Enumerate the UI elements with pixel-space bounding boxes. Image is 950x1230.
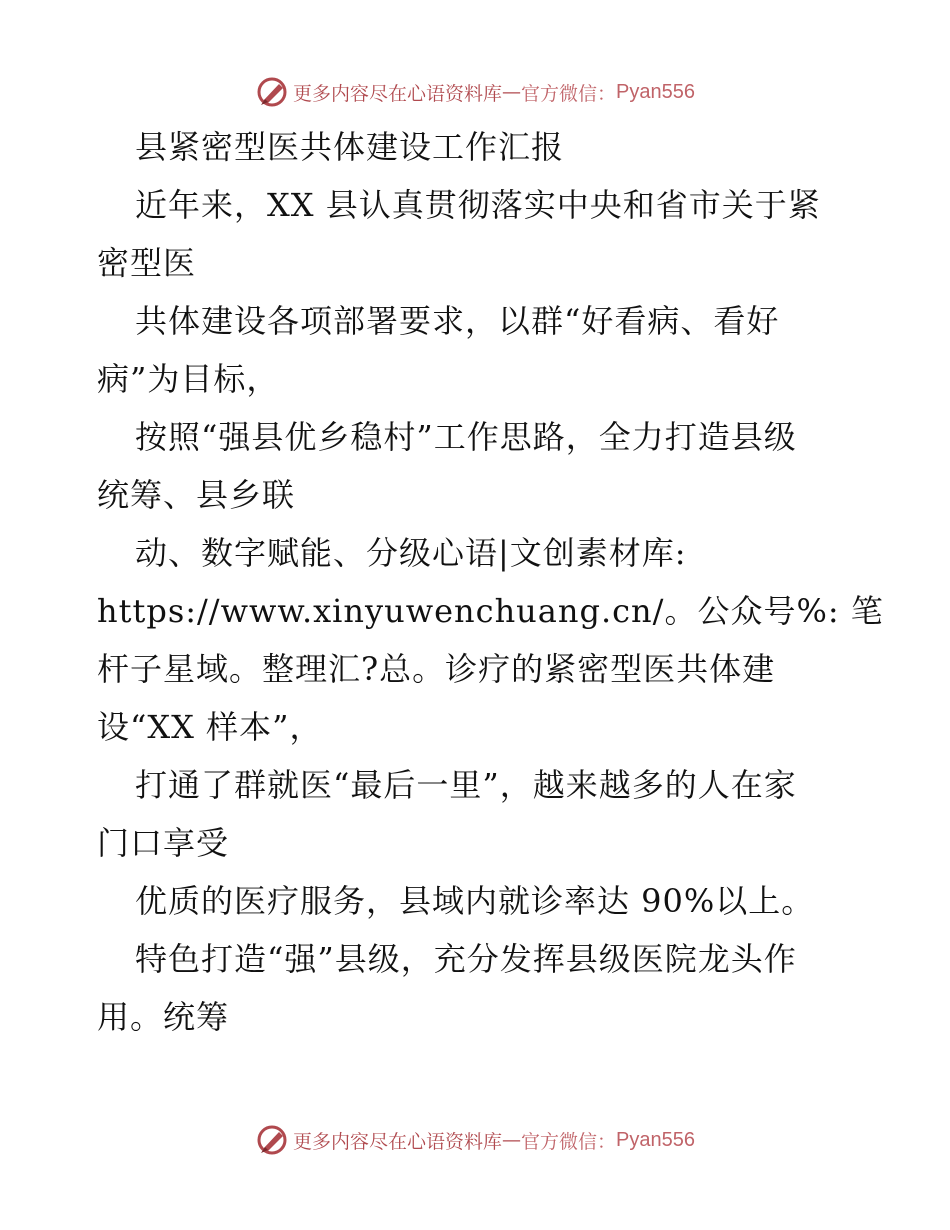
text-line: 门口享受 xyxy=(97,824,230,862)
banner-dash: — xyxy=(502,1129,522,1151)
document-title: 县紧密型医共体建设工作汇报 xyxy=(135,128,565,166)
text-line: 共体建设各项部署要求，以群“好看病、看好 xyxy=(135,302,780,340)
wechat-id: Pyan556 xyxy=(616,1128,695,1151)
pen-logo-icon xyxy=(255,1123,289,1157)
footer-banner xyxy=(0,1120,950,1160)
text-line: 按照“强县优乡稳村”工作思路，全力打造县级 xyxy=(135,418,797,456)
text-line: 病”为目标， xyxy=(97,360,280,398)
document-body xyxy=(97,118,884,1046)
text-line: 近年来，XX 县认真贯彻落实中央和省市关于紧 xyxy=(135,186,821,224)
text-line: 用。统筹 xyxy=(97,998,230,1036)
banner-text: 更多内容尽在心语资料库 xyxy=(293,82,503,105)
text-line: 动、数字赋能、分级心语|文创素材库: xyxy=(135,534,687,572)
text-line: 统筹、县乡联 xyxy=(97,476,296,514)
text-line: 打通了群就医“最后一里”，越来越多的人在家 xyxy=(135,766,797,804)
wechat-label: 官方微信： xyxy=(521,1130,617,1153)
text-line: 密型医 xyxy=(97,244,197,282)
text-line-url: https://www.xinyuwenchuang.cn/。公众号%: 笔 xyxy=(97,592,884,630)
wechat-label: 官方微信： xyxy=(521,82,617,105)
text-line: 优质的医疗服务，县域内就诊率达 90%以上。 xyxy=(135,882,815,920)
text-line: 特色打造“强”县级，充分发挥县级医院龙头作 xyxy=(135,940,797,978)
wechat-id: Pyan556 xyxy=(616,80,695,103)
banner-text: 更多内容尽在心语资料库 xyxy=(293,1130,503,1153)
text-line: 杆子星域。整理汇?总。诊疗的紧密型医共体建 xyxy=(97,650,776,688)
header-banner xyxy=(0,72,950,112)
banner-dash: — xyxy=(502,81,522,103)
pen-logo-icon xyxy=(255,75,289,109)
text-line: 设“XX 样本”， xyxy=(97,708,323,746)
